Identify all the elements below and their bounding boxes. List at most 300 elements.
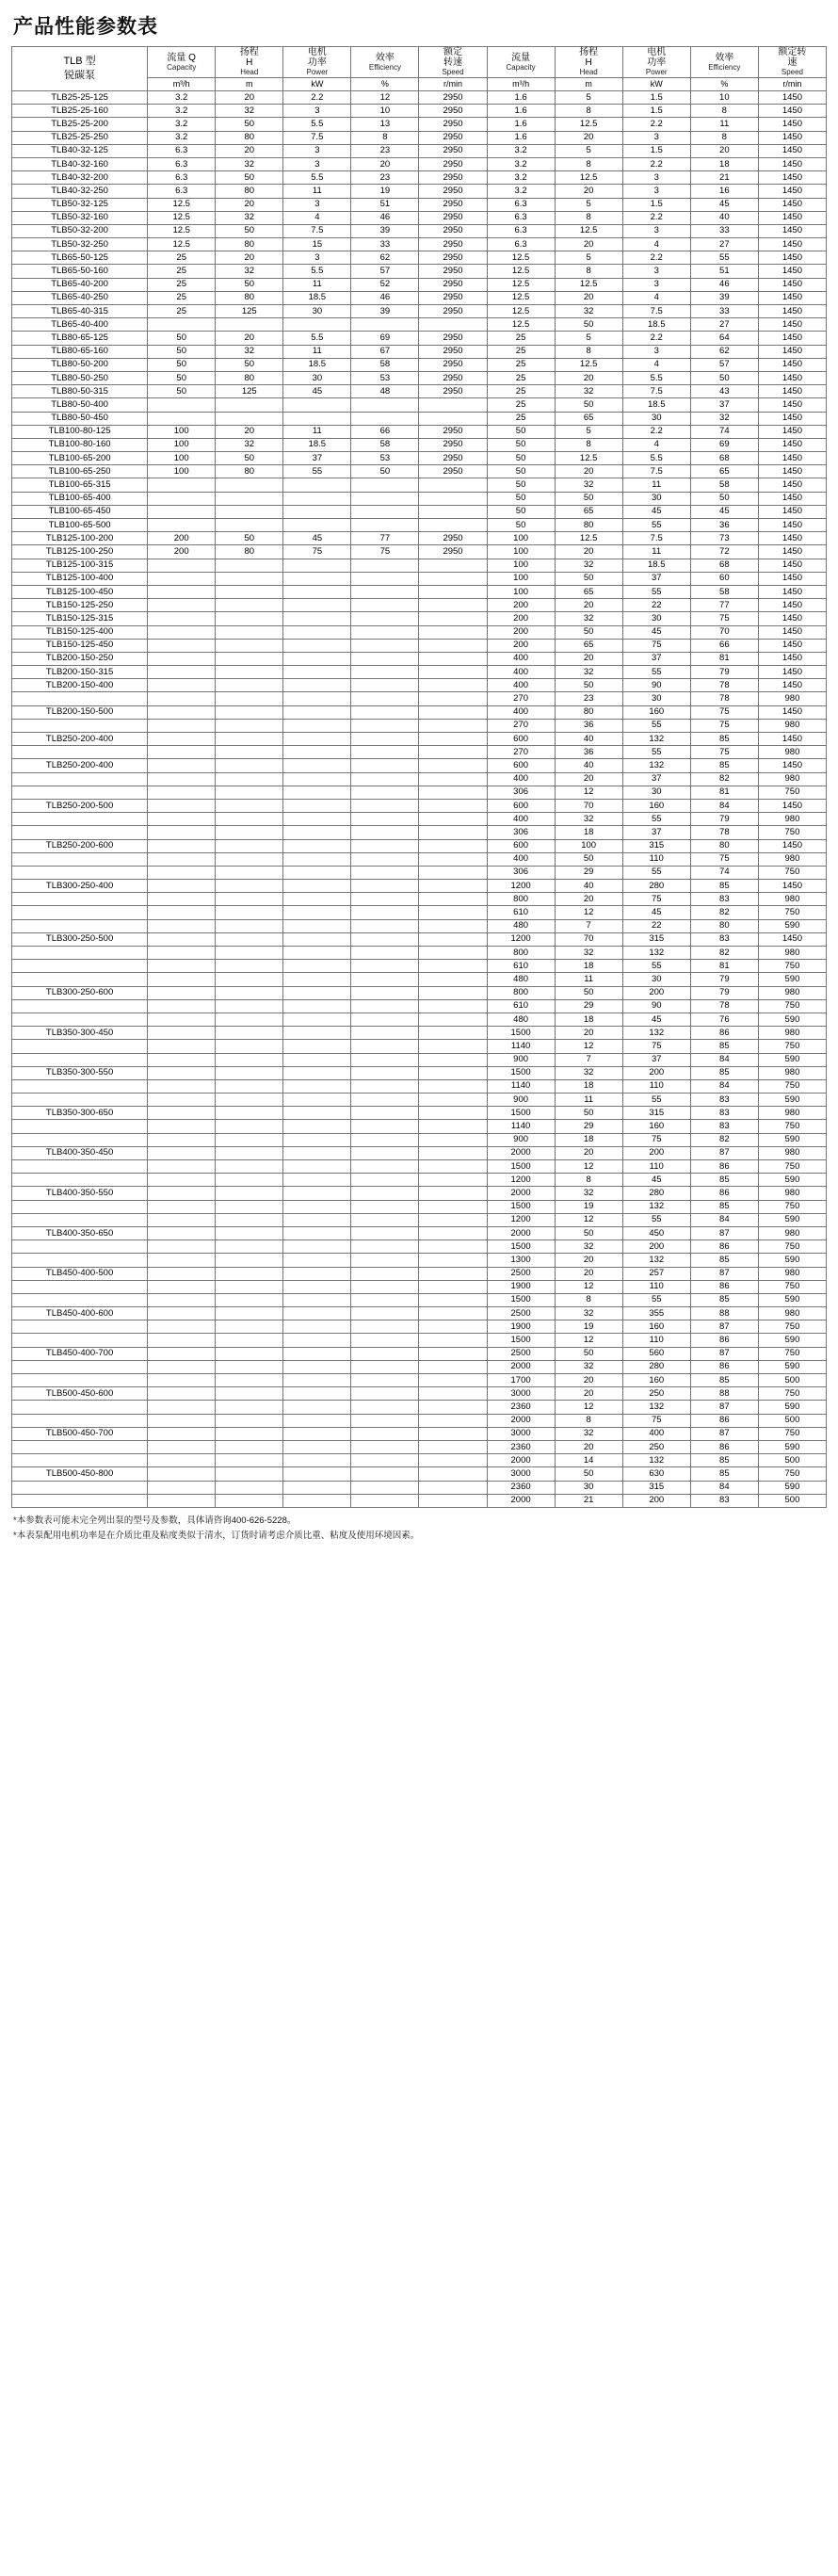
cell-head-a: 20 [216, 332, 283, 345]
cell-head-b: 12.5 [555, 452, 622, 465]
cell-power-b: 11 [622, 545, 690, 559]
cell-power-a: 5.5 [283, 265, 351, 278]
table-row [12, 1079, 827, 1093]
cell-efficiency-a [351, 1320, 419, 1334]
cell-capacity-a: 50 [148, 371, 216, 384]
cell-efficiency-b: 78 [690, 826, 758, 839]
cell-capacity-a [148, 960, 216, 973]
cell-capacity-a [148, 893, 216, 906]
cell-efficiency-b: 64 [690, 332, 758, 345]
cell-head-a [216, 398, 283, 412]
cell-capacity-b: 1500 [487, 1334, 555, 1347]
cell-model [12, 1200, 148, 1213]
cell-speed-b: 750 [758, 866, 826, 879]
cell-model: TLB400-350-550 [12, 1187, 148, 1200]
header-speed-a: 额定 转速 Speed [419, 47, 487, 78]
cell-speed-b: 750 [758, 999, 826, 1013]
cell-efficiency-a: 48 [351, 385, 419, 398]
cell-efficiency-b: 33 [690, 305, 758, 318]
cell-efficiency-a [351, 719, 419, 732]
cell-efficiency-a [351, 1053, 419, 1066]
cell-efficiency-b: 10 [690, 91, 758, 105]
cell-speed-a: 2950 [419, 198, 487, 211]
cell-capacity-b: 200 [487, 599, 555, 612]
header-model-line2: 锐碳泵 [64, 70, 96, 81]
page-title: 产品性能参数表 [13, 16, 158, 38]
cell-efficiency-a [351, 599, 419, 612]
table-row [12, 1120, 827, 1133]
cell-model [12, 1414, 148, 1427]
cell-efficiency-a [351, 1427, 419, 1440]
cell-speed-b: 1450 [758, 398, 826, 412]
cell-power-b: 200 [622, 986, 690, 999]
table-row [12, 559, 827, 572]
cell-head-a [216, 1187, 283, 1200]
cell-capacity-b: 2360 [487, 1481, 555, 1494]
cell-power-b: 2.2 [622, 251, 690, 265]
cell-capacity-b: 600 [487, 733, 555, 746]
cell-efficiency-a [351, 960, 419, 973]
cell-capacity-a [148, 1401, 216, 1414]
cell-efficiency-a [351, 1066, 419, 1079]
cell-efficiency-a [351, 947, 419, 960]
unit-speed-a: r/min [419, 78, 487, 91]
cell-capacity-b: 600 [487, 839, 555, 852]
cell-speed-a [419, 1293, 487, 1306]
cell-power-b: 30 [622, 692, 690, 705]
cell-model: TLB200-150-250 [12, 652, 148, 665]
cell-capacity-a [148, 1293, 216, 1306]
cell-efficiency-b: 84 [690, 799, 758, 812]
table-row [12, 1254, 827, 1267]
cell-speed-a [419, 318, 487, 332]
cell-power-a: 45 [283, 385, 351, 398]
cell-efficiency-a [351, 1440, 419, 1453]
cell-head-a [216, 572, 283, 585]
cell-head-a: 32 [216, 211, 283, 224]
cell-model: TLB150-125-315 [12, 612, 148, 625]
cell-efficiency-b: 16 [690, 185, 758, 198]
cell-model [12, 1040, 148, 1053]
cell-head-b: 12 [555, 1213, 622, 1226]
cell-power-b: 5.5 [622, 452, 690, 465]
cell-efficiency-b: 43 [690, 385, 758, 398]
table-row [12, 986, 827, 999]
cell-capacity-a [148, 826, 216, 839]
cell-capacity-b: 1140 [487, 1079, 555, 1093]
cell-speed-b: 1450 [758, 371, 826, 384]
cell-speed-a [419, 1454, 487, 1467]
cell-head-b: 32 [555, 1187, 622, 1200]
cell-head-a [216, 1160, 283, 1174]
cell-efficiency-a [351, 880, 419, 893]
cell-speed-a [419, 1467, 487, 1481]
cell-speed-b: 1450 [758, 639, 826, 652]
table-row [12, 585, 827, 598]
cell-speed-a: 2950 [419, 144, 487, 157]
cell-speed-b: 980 [758, 813, 826, 826]
cell-efficiency-a [351, 398, 419, 412]
cell-capacity-a [148, 772, 216, 786]
cell-power-b: 280 [622, 880, 690, 893]
cell-model: TLB500-450-800 [12, 1467, 148, 1481]
cell-power-b: 30 [622, 492, 690, 505]
cell-speed-b: 980 [758, 1307, 826, 1320]
cell-capacity-b: 1.6 [487, 105, 555, 118]
cell-power-a [283, 1414, 351, 1427]
cell-capacity-a: 25 [148, 251, 216, 265]
cell-head-a: 50 [216, 452, 283, 465]
cell-power-a: 3 [283, 105, 351, 118]
cell-capacity-a [148, 746, 216, 759]
table-row [12, 398, 827, 412]
cell-speed-a [419, 1440, 487, 1453]
cell-capacity-a [148, 1427, 216, 1440]
cell-head-a [216, 999, 283, 1013]
cell-speed-a [419, 1254, 487, 1267]
cell-head-b: 32 [555, 947, 622, 960]
cell-efficiency-b: 84 [690, 1053, 758, 1066]
cell-capacity-b: 50 [487, 452, 555, 465]
cell-capacity-a [148, 986, 216, 999]
cell-head-b: 70 [555, 799, 622, 812]
cell-power-a [283, 1307, 351, 1320]
cell-power-b: 200 [622, 1494, 690, 1507]
cell-capacity-a [148, 1494, 216, 1507]
cell-power-b: 30 [622, 973, 690, 986]
cell-efficiency-a [351, 1280, 419, 1293]
cell-efficiency-a [351, 1360, 419, 1373]
cell-model: TLB100-65-250 [12, 465, 148, 478]
cell-speed-b: 1450 [758, 532, 826, 545]
cell-power-a: 5.5 [283, 118, 351, 131]
cell-head-a [216, 625, 283, 639]
cell-capacity-b: 25 [487, 371, 555, 384]
cell-head-a [216, 1094, 283, 1107]
cell-power-b: 75 [622, 1040, 690, 1053]
cell-head-a [216, 679, 283, 692]
cell-efficiency-b: 86 [690, 1240, 758, 1254]
cell-power-a [283, 559, 351, 572]
cell-power-a [283, 1267, 351, 1280]
cell-speed-b: 1450 [758, 438, 826, 451]
cell-capacity-a [148, 1120, 216, 1133]
table-row [12, 893, 827, 906]
cell-power-b: 55 [622, 519, 690, 532]
table-row [12, 705, 827, 719]
table-row [12, 692, 827, 705]
cell-speed-b: 590 [758, 1053, 826, 1066]
cell-power-b: 2.2 [622, 425, 690, 438]
cell-model: TLB150-125-450 [12, 639, 148, 652]
cell-capacity-a [148, 559, 216, 572]
cell-model: TLB65-40-200 [12, 278, 148, 291]
cell-speed-b: 1450 [758, 291, 826, 304]
cell-head-a: 20 [216, 91, 283, 105]
cell-head-a: 20 [216, 198, 283, 211]
cell-speed-b: 1450 [758, 545, 826, 559]
cell-head-a [216, 719, 283, 732]
cell-head-b: 8 [555, 345, 622, 358]
cell-capacity-b: 100 [487, 559, 555, 572]
cell-efficiency-a [351, 1174, 419, 1187]
cell-efficiency-a: 23 [351, 171, 419, 185]
table-row [12, 1013, 827, 1026]
cell-efficiency-a [351, 639, 419, 652]
table-row [12, 1401, 827, 1414]
cell-capacity-b: 3000 [487, 1387, 555, 1401]
header-efficiency-a: 效率 Efficiency [351, 47, 419, 78]
cell-power-b: 132 [622, 1454, 690, 1467]
cell-capacity-b: 1500 [487, 1200, 555, 1213]
table-row [12, 118, 827, 131]
cell-speed-a [419, 932, 487, 946]
cell-capacity-b: 25 [487, 412, 555, 425]
cell-efficiency-a [351, 1027, 419, 1040]
cell-head-b: 50 [555, 318, 622, 332]
unit-head-b: m [555, 78, 622, 91]
cell-speed-a [419, 1334, 487, 1347]
cell-model: TLB80-50-400 [12, 398, 148, 412]
cell-speed-b: 750 [758, 1120, 826, 1133]
cell-speed-a: 2950 [419, 305, 487, 318]
cell-head-b: 20 [555, 893, 622, 906]
cell-power-a [283, 772, 351, 786]
cell-power-a [283, 947, 351, 960]
cell-head-a: 125 [216, 305, 283, 318]
cell-capacity-b: 1500 [487, 1160, 555, 1174]
table-row [12, 679, 827, 692]
cell-speed-b: 1450 [758, 198, 826, 211]
cell-model [12, 1293, 148, 1306]
cell-power-b: 3 [622, 185, 690, 198]
cell-head-a [216, 1120, 283, 1133]
cell-efficiency-b: 57 [690, 358, 758, 371]
header-row-names [12, 47, 827, 78]
cell-head-a [216, 866, 283, 879]
cell-head-b: 50 [555, 492, 622, 505]
cell-power-a [283, 398, 351, 412]
cell-capacity-b: 1200 [487, 1213, 555, 1226]
cell-efficiency-a [351, 1374, 419, 1387]
cell-head-a [216, 1053, 283, 1066]
cell-model: TLB100-65-500 [12, 519, 148, 532]
cell-speed-b: 980 [758, 1066, 826, 1079]
table-row [12, 1267, 827, 1280]
cell-model: TLB500-450-600 [12, 1387, 148, 1401]
cell-head-b: 50 [555, 1347, 622, 1360]
cell-head-b: 5 [555, 251, 622, 265]
cell-model [12, 947, 148, 960]
cell-capacity-b: 610 [487, 999, 555, 1013]
cell-efficiency-b: 83 [690, 1094, 758, 1107]
cell-head-a [216, 492, 283, 505]
cell-head-a [216, 1107, 283, 1120]
cell-power-b: 450 [622, 1226, 690, 1239]
cell-power-a: 11 [283, 425, 351, 438]
cell-speed-a [419, 852, 487, 866]
cell-capacity-a [148, 799, 216, 812]
cell-capacity-a [148, 639, 216, 652]
cell-efficiency-b: 79 [690, 986, 758, 999]
cell-head-b: 5 [555, 144, 622, 157]
cell-speed-b: 1450 [758, 733, 826, 746]
cell-efficiency-b: 87 [690, 1347, 758, 1360]
cell-efficiency-b: 87 [690, 1401, 758, 1414]
cell-power-a: 15 [283, 238, 351, 251]
cell-head-b: 20 [555, 772, 622, 786]
cell-head-b: 8 [555, 211, 622, 224]
cell-power-b: 630 [622, 1467, 690, 1481]
cell-capacity-a: 12.5 [148, 238, 216, 251]
cell-power-b: 5.5 [622, 371, 690, 384]
cell-speed-a: 2950 [419, 278, 487, 291]
cell-efficiency-b: 40 [690, 211, 758, 224]
cell-capacity-a [148, 318, 216, 332]
cell-capacity-b: 6.3 [487, 211, 555, 224]
cell-efficiency-a: 75 [351, 545, 419, 559]
cell-power-a [283, 572, 351, 585]
cell-speed-b: 1450 [758, 157, 826, 170]
cell-efficiency-a [351, 1481, 419, 1494]
cell-efficiency-b: 86 [690, 1360, 758, 1373]
cell-model: TLB125-100-400 [12, 572, 148, 585]
cell-speed-a: 2950 [419, 91, 487, 105]
cell-speed-b: 1450 [758, 492, 826, 505]
cell-efficiency-a [351, 866, 419, 879]
cell-head-b: 5 [555, 198, 622, 211]
cell-speed-a [419, 786, 487, 799]
cell-head-a [216, 1467, 283, 1481]
cell-efficiency-a: 57 [351, 265, 419, 278]
footnote-2: *本表泵配用电机功率是在介质比重及粘度类似于清水，订货时请考虑介质比重、粘度及使用环境因素。 [13, 1530, 420, 1541]
cell-speed-b: 1450 [758, 652, 826, 665]
cell-head-b: 20 [555, 545, 622, 559]
cell-efficiency-a: 46 [351, 211, 419, 224]
cell-model: TLB80-50-315 [12, 385, 148, 398]
cell-capacity-b: 1200 [487, 1174, 555, 1187]
cell-power-b: 132 [622, 733, 690, 746]
cell-speed-a [419, 893, 487, 906]
cell-speed-b: 1450 [758, 666, 826, 679]
cell-head-b: 40 [555, 733, 622, 746]
cell-power-b: 18.5 [622, 398, 690, 412]
cell-speed-b: 590 [758, 973, 826, 986]
cell-model [12, 1494, 148, 1507]
cell-head-a [216, 639, 283, 652]
cell-model: TLB65-40-315 [12, 305, 148, 318]
cell-power-b: 132 [622, 1401, 690, 1414]
cell-power-a [283, 652, 351, 665]
cell-efficiency-a [351, 492, 419, 505]
table-row [12, 1174, 827, 1187]
cell-capacity-a [148, 1280, 216, 1293]
cell-efficiency-a: 12 [351, 91, 419, 105]
cell-efficiency-a [351, 1414, 419, 1427]
cell-capacity-b: 6.3 [487, 238, 555, 251]
cell-head-a [216, 1320, 283, 1334]
cell-efficiency-a [351, 1094, 419, 1107]
cell-capacity-a [148, 1360, 216, 1373]
cell-speed-a [419, 1027, 487, 1040]
cell-head-b: 11 [555, 1094, 622, 1107]
cell-speed-a: 2950 [419, 345, 487, 358]
cell-speed-b: 980 [758, 893, 826, 906]
table-row [12, 291, 827, 304]
cell-model: TLB125-100-450 [12, 585, 148, 598]
cell-efficiency-b: 85 [690, 1040, 758, 1053]
cell-model: TLB65-50-160 [12, 265, 148, 278]
cell-speed-b: 1450 [758, 519, 826, 532]
cell-head-b: 32 [555, 1240, 622, 1254]
cell-speed-b: 1450 [758, 345, 826, 358]
cell-model [12, 1213, 148, 1226]
cell-capacity-b: 100 [487, 545, 555, 559]
cell-power-b: 200 [622, 1240, 690, 1254]
cell-speed-a [419, 973, 487, 986]
cell-capacity-b: 1200 [487, 932, 555, 946]
table-row [12, 198, 827, 211]
cell-speed-a [419, 1094, 487, 1107]
cell-model: TLB350-300-650 [12, 1107, 148, 1120]
cell-speed-a [419, 1387, 487, 1401]
cell-head-b: 32 [555, 612, 622, 625]
cell-power-a [283, 733, 351, 746]
cell-efficiency-b: 58 [690, 585, 758, 598]
cell-capacity-a [148, 1053, 216, 1066]
cell-efficiency-a: 10 [351, 105, 419, 118]
cell-power-a [283, 746, 351, 759]
cell-power-b: 132 [622, 1200, 690, 1213]
cell-power-b: 2.2 [622, 118, 690, 131]
cell-power-a [283, 880, 351, 893]
cell-speed-a: 2950 [419, 291, 487, 304]
cell-capacity-b: 1.6 [487, 118, 555, 131]
cell-capacity-b: 12.5 [487, 278, 555, 291]
cell-speed-b: 1450 [758, 332, 826, 345]
cell-speed-b: 1450 [758, 612, 826, 625]
cell-capacity-a [148, 733, 216, 746]
cell-power-a [283, 1360, 351, 1373]
cell-capacity-a [148, 1187, 216, 1200]
cell-head-b: 12 [555, 1334, 622, 1347]
cell-efficiency-a [351, 478, 419, 492]
cell-efficiency-a [351, 625, 419, 639]
cell-efficiency-a [351, 1133, 419, 1146]
cell-efficiency-b: 87 [690, 1267, 758, 1280]
cell-head-a [216, 1414, 283, 1427]
cell-speed-a: 2950 [419, 371, 487, 384]
cell-model: TLB125-100-250 [12, 545, 148, 559]
cell-power-a [283, 1174, 351, 1187]
cell-model [12, 1094, 148, 1107]
cell-power-b: 75 [622, 1414, 690, 1427]
cell-speed-b: 980 [758, 986, 826, 999]
cell-head-a: 32 [216, 265, 283, 278]
cell-power-a: 30 [283, 371, 351, 384]
cell-speed-b: 750 [758, 1467, 826, 1481]
cell-head-a [216, 759, 283, 772]
cell-efficiency-b: 76 [690, 1013, 758, 1026]
cell-capacity-a [148, 692, 216, 705]
cell-efficiency-a [351, 1401, 419, 1414]
cell-model [12, 1160, 148, 1174]
table-row [12, 852, 827, 866]
cell-efficiency-a [351, 1334, 419, 1347]
cell-power-a [283, 852, 351, 866]
cell-efficiency-b: 78 [690, 999, 758, 1013]
cell-model: TLB80-50-450 [12, 412, 148, 425]
